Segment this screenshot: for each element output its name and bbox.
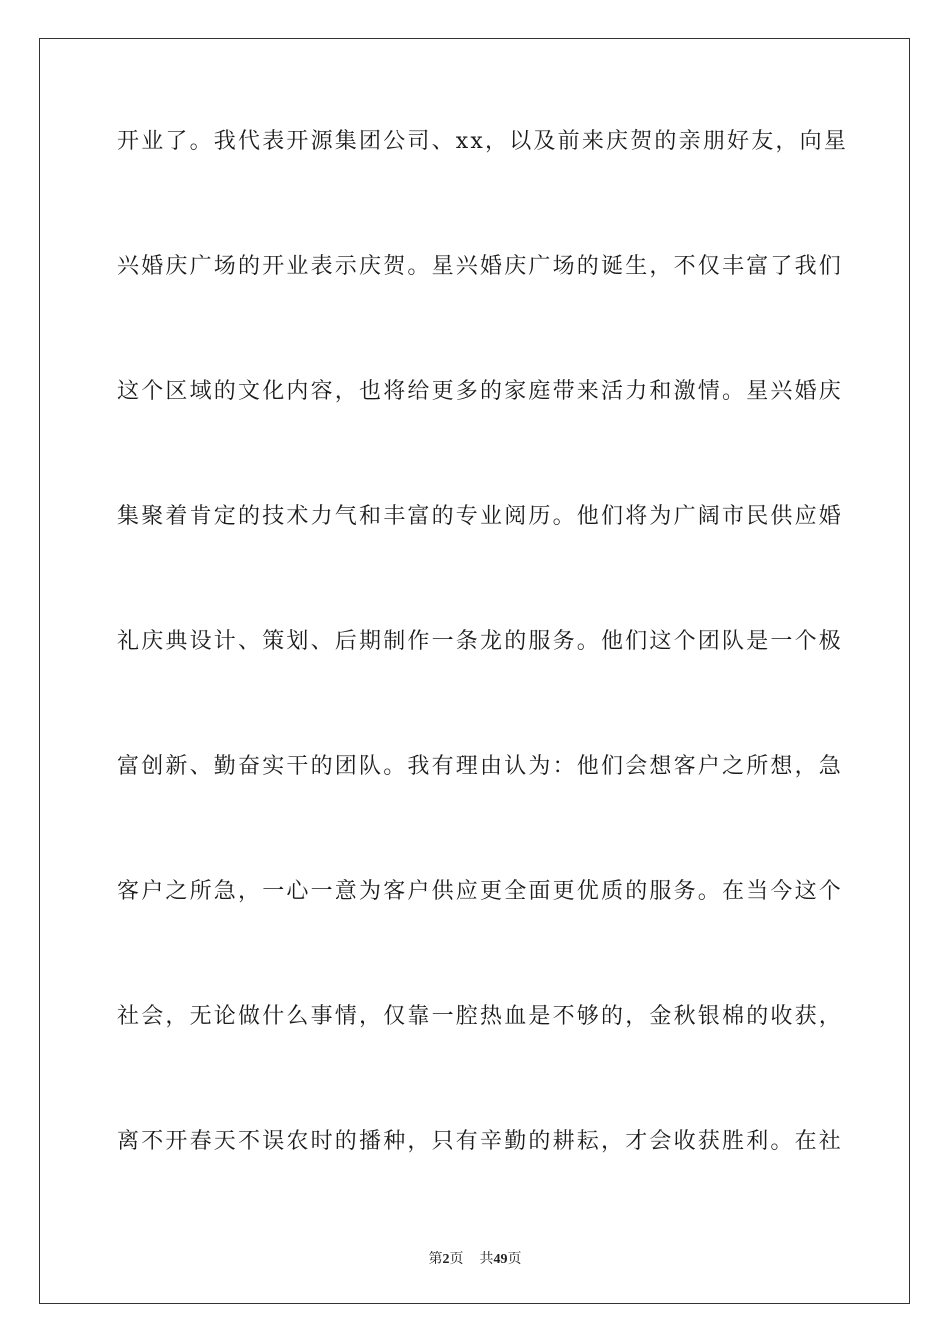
text-line: 兴婚庆广场的开业表示庆贺。星兴婚庆广场的诞生，不仅丰富了我们 xyxy=(117,254,844,279)
total-prefix: 共 xyxy=(479,1252,494,1267)
text-line: 集聚着肯定的技术力气和丰富的专业阅历。他们将为广阔市民供应婚 xyxy=(117,504,844,529)
total-suffix: 页 xyxy=(507,1252,522,1267)
text-line: 离不开春天不误农时的播种，只有辛勤的耕耘，才会收获胜利。在社 xyxy=(117,1129,844,1154)
text-line: 富创新、勤奋实干的团队。我有理由认为：他们会想客户之所想，急 xyxy=(117,754,844,779)
page-number: 2 xyxy=(442,1252,450,1267)
page-prefix: 第 xyxy=(428,1252,443,1267)
text-line: 社会，无论做什么事情，仅靠一腔热血是不够的，金秋银棉的收获， xyxy=(117,1004,844,1029)
text-line: 客户之所急，一心一意为客户供应更全面更优质的服务。在当今这个 xyxy=(117,879,844,904)
text-line: 礼庆典设计、策划、后期制作一条龙的服务。他们这个团队是一个极 xyxy=(117,629,844,654)
total-pages: 49 xyxy=(493,1252,508,1267)
text-line: 这个区域的文化内容，也将给更多的家庭带来活力和激情。星兴婚庆 xyxy=(117,379,844,404)
page-footer xyxy=(0,1248,950,1268)
text-line: 开业了。我代表开源集团公司、xx，以及前来庆贺的亲朋好友，向星 xyxy=(117,129,849,154)
page-suffix: 页 xyxy=(449,1252,464,1267)
document-body xyxy=(117,129,849,1255)
